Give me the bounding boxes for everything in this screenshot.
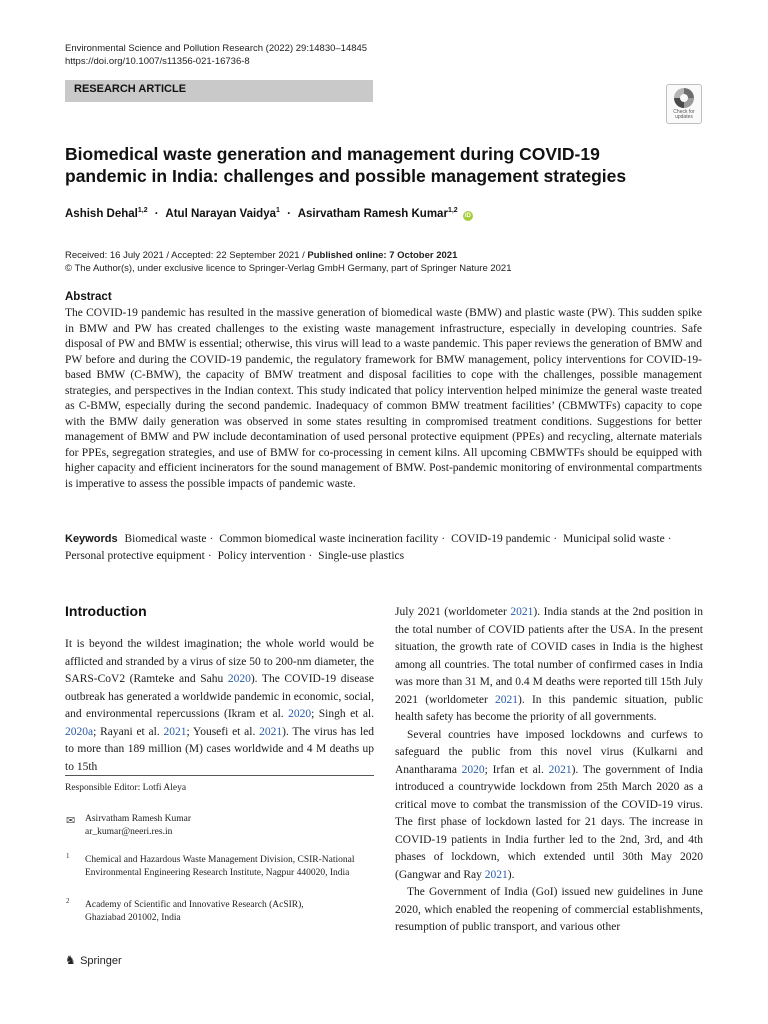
publisher-logo: [65, 953, 122, 967]
affiliation-1: Chemical and Hazardous Waste Management Division, CSIR-National Environmental Engineering Research Institute, Nagpur 440020, India: [85, 855, 355, 878]
keyword: Biomedical waste: [124, 533, 207, 545]
keyword: Municipal solid waste: [563, 533, 665, 545]
intro-left-column: [65, 636, 374, 776]
envelope-icon: ✉: [66, 815, 76, 827]
keyword: Single-use plastics: [318, 550, 405, 562]
responsible-editor: Responsible Editor: Lotfi Aleya: [65, 783, 187, 793]
abstract-text: The COVID-19 pandemic has resulted in the massive generation of biomedical waste (BMW) and plastic waste (PW). This sudden spike in BMW and PW has created challenges to the existing waste management infrastructure, especially in developing countries. Safe disposal of PW and BMW is essential; otherwise, this virus will lead to a waste pandemic. This paper reviews the generation of BMW and PW before and during the COVID-19 pandemic, the regulatory framework for BMW management, policy interventions for COVID-19-based BMW (C-BMW), the capacity of BMW treatment and disposal facilities to cope with the challenges, possible management strategies, and perspectives in the Indian context. This study indicated that policy intervention helped minimize the general waste treated as C-BMW, especially during the second pandemic. Inadequacy of common BMW treatment facilities’ (CBMWTFs) capacity to cope with the BMW daily generation was observed in some states resulting in compromised treatment conditions. Suggestions for better management of BMW and PW include decontamination of used personal protective equipment (PPEs) and recycling, alternate materials for PPEs, segregation strategies, and use of BMW for co-processing in cement kilns. All upcoming CBMWTFs should be equipped with higher capacity and efficient incinerators for the sound management of BMW. Post-pandemic monitoring of environmental compartments is imperative to assess the possible impacts of pandemic waste.: [65, 307, 702, 490]
author-affiliation-sup: 1,2: [137, 207, 148, 214]
citation-link[interactable]: 2021: [495, 693, 519, 706]
section-heading-introduction: Introduction: [65, 603, 147, 619]
keyword: COVID-19 pandemic: [451, 533, 551, 545]
publisher-name: Springer: [80, 955, 122, 967]
keyword-separator: ·: [308, 550, 313, 562]
keyword-separator: ·: [207, 550, 212, 562]
citation-link[interactable]: 2021: [163, 725, 187, 738]
author-affiliation-sup: 1: [276, 207, 280, 214]
author-separator: ·: [287, 207, 291, 220]
keyword-separator: ·: [209, 533, 214, 545]
published-date: Published online: 7 October 2021: [307, 250, 458, 261]
keyword-separator: ·: [553, 533, 558, 545]
paragraph: Several countries have imposed lockdowns and curfews to safeguard the public from this novel virus (Kulkarni and Anantharama 2020; Irfan et al. 2021). The government of India introduced a countrywide lockdown from 25th March 2020 as a critical move to combat the transmission of the COVID-19 virus. The first phase of lockdown lasted for 21 days. The increase in COVID-19 patients in India further led to the 2nd, 3rd, and 4th phases of lockdown, which extended until 30th May 2020 (Gangwar and Ray 2021).: [395, 728, 704, 881]
crossmark-badge[interactable]: [666, 84, 702, 124]
citation-link[interactable]: 2020: [288, 708, 312, 720]
springer-horse-icon: ♞: [65, 953, 76, 967]
footnote-divider: [65, 775, 374, 776]
citation-link[interactable]: 2020a: [65, 725, 94, 738]
abstract-heading: Abstract: [65, 291, 112, 303]
keywords-label: Keywords: [65, 533, 118, 545]
citation-link[interactable]: 2021: [548, 763, 572, 776]
keyword: Policy intervention: [217, 550, 306, 562]
author-name[interactable]: Ashish Dehal: [65, 207, 138, 220]
citation-link[interactable]: 2021: [484, 868, 508, 881]
keyword-separator: ·: [441, 533, 446, 545]
citation-link[interactable]: 2021: [510, 606, 534, 618]
keyword-separator: ·: [667, 533, 672, 545]
author-affiliation-sup: 1,2: [447, 207, 458, 214]
author-separator: ·: [154, 207, 159, 220]
corresponding-author: [85, 813, 191, 838]
orcid-icon[interactable]: iD: [464, 212, 471, 219]
affiliation-number: 1: [66, 852, 70, 860]
citation-link[interactable]: 2020: [461, 763, 485, 776]
keywords: [65, 531, 705, 565]
corresponding-author-name: Asirvatham Ramesh Kumar: [85, 814, 192, 824]
journal-citation: Environmental Science and Pollution Research (2022) 29:14830–14845: [65, 43, 368, 54]
author-list: [65, 207, 473, 221]
affiliation-number: 2: [66, 897, 70, 905]
author-name[interactable]: Asirvatham Ramesh Kumar: [297, 207, 448, 220]
article-type-band: [65, 80, 373, 102]
intro-right-column: [395, 604, 703, 937]
article-type-label: RESEARCH ARTICLE: [74, 83, 187, 95]
paragraph: The Government of India (GoI) issued new guidelines in June 2020, which enabled the reopening of commercial establishments, resumption of public transport, and various other: [395, 886, 703, 933]
doi-link[interactable]: https://doi.org/10.1007/s11356-021-16736-8: [65, 56, 250, 67]
keyword: Personal protective equipment: [65, 550, 205, 562]
affiliation-2: Academy of Scientific and Innovative Research (AcSIR), Ghaziabad 201002, India: [85, 900, 304, 923]
paragraph: July 2021 (worldometer 2021). India stands at the 2nd position in the total number of COVID patients after the USA. In the present situation, the growth rate of COVID cases in India is the highest among all countries. The total number of confirmed cases in India was more than 31 M, and 0.4 M deaths were reported till 15th July 2021 (worldometer 2021). In this pandemic situation, public health safety has become the priority of all governments.: [395, 606, 703, 723]
corresponding-author-email[interactable]: ar_kumar@neeri.res.in: [85, 826, 173, 837]
copyright-notice: © The Author(s), under exclusive licence to Springer-Verlag GmbH Germany, part of Springer Nature 2021: [65, 263, 512, 274]
keyword: Common biomedical waste incineration facility: [219, 533, 439, 545]
crossmark-label: Check for updates: [673, 109, 695, 120]
citation-link[interactable]: 2021: [259, 725, 283, 738]
citation-link[interactable]: 2020: [227, 673, 251, 685]
author-name[interactable]: Atul Narayan Vaidya: [165, 207, 276, 220]
paragraph: It is beyond the wildest imagination; the whole world would be afflicted and stranded by a virus of size 50 to 200-nm diameter, the SARS-CoV2 (Ramteke and Sahu 2020). The COVID-19 disease outbreak has generated a worldwide pandemic in economic, social, and environmental repercussions (Ikram et al. 2020; Singh et al. 2020a; Rayani et al. 2021; Yousefi et al. 2021). The virus has led to more than 189 million (M) cases worldwide and 4 M deaths up to 15th: [65, 638, 374, 773]
publication-dates: [65, 249, 512, 275]
received-accepted-dates: Received: 16 July 2021 / Accepted: 22 September 2021 /: [65, 250, 308, 261]
paper-title: Biomedical waste generation and management during COVID-19 pandemic in India: challenges and possible management strategies: [65, 144, 627, 186]
crossmark-icon: [674, 88, 694, 108]
